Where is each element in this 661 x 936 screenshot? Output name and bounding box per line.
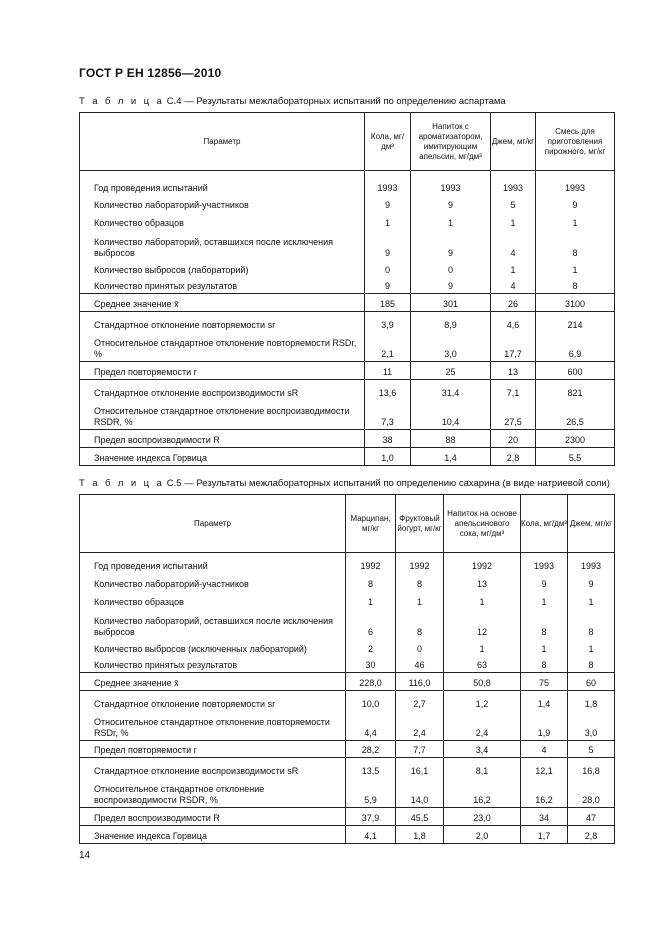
value-cell: 37,9 xyxy=(346,808,396,826)
value-cell: 1 xyxy=(444,639,521,656)
table-row xyxy=(80,673,615,691)
value-cell: 1,8 xyxy=(568,691,615,711)
value-cell: 1 xyxy=(365,212,411,230)
value-cell: 1,0 xyxy=(365,448,411,466)
parameter-cell: Стандартное отклонение повторяемости sr xyxy=(80,691,346,711)
value-cell: 4 xyxy=(521,741,568,758)
column-header: Напиток с ароматизатором, имитирующим апельсин, мг/дм³ xyxy=(411,113,491,171)
table-row xyxy=(80,573,615,591)
table-c5 xyxy=(79,494,615,844)
table-row xyxy=(80,609,615,639)
column-header: Напиток на основе апельсинового сока, мг/дм³ xyxy=(444,495,521,553)
value-cell: 8 xyxy=(346,573,396,591)
table-row xyxy=(80,711,615,741)
column-header: Смесь для приготовления пирожного, мг/кг xyxy=(536,113,615,171)
column-header: Параметр xyxy=(80,113,365,171)
value-cell: 12 xyxy=(444,609,521,639)
parameter-cell: Относительное стандартное отклонение повторяемости RSDr, % xyxy=(80,711,346,741)
value-cell: 228,0 xyxy=(346,673,396,691)
parameter-cell: Количество выбросов (лабораторий) xyxy=(80,260,365,277)
table-row xyxy=(80,448,615,466)
table-row xyxy=(80,691,615,711)
table-row xyxy=(80,332,615,362)
value-cell: 1 xyxy=(568,639,615,656)
parameter-cell: Среднее значение x̄ xyxy=(80,673,346,691)
value-cell: 16,2 xyxy=(444,778,521,808)
value-cell: 3,4 xyxy=(444,741,521,758)
value-cell: 2 xyxy=(346,639,396,656)
table-row xyxy=(80,312,615,332)
parameter-cell: Относительное стандартное отклонение воспроизводимости RSDR, % xyxy=(80,400,365,430)
value-cell: 13 xyxy=(444,573,521,591)
value-cell: 0 xyxy=(411,260,491,277)
value-cell: 7,1 xyxy=(491,380,536,400)
table-row xyxy=(80,430,615,448)
value-cell: 10,4 xyxy=(411,400,491,430)
value-cell: 214 xyxy=(536,312,615,332)
value-cell: 185 xyxy=(365,294,411,312)
caption-prefix: Т а б л и ц а xyxy=(79,96,165,107)
value-cell: 12,1 xyxy=(521,758,568,778)
value-cell: 0 xyxy=(365,260,411,277)
value-cell: 1 xyxy=(568,591,615,609)
value-cell: 1 xyxy=(491,212,536,230)
table-row xyxy=(80,294,615,312)
value-cell: 7,3 xyxy=(365,400,411,430)
table-row xyxy=(80,591,615,609)
parameter-cell: Год проведения испытаний xyxy=(80,553,346,573)
value-cell: 10,0 xyxy=(346,691,396,711)
value-cell: 1,2 xyxy=(444,691,521,711)
column-header: Джем, мг/кг xyxy=(568,495,615,553)
value-cell: 1,8 xyxy=(396,826,444,844)
table-row xyxy=(80,195,615,212)
value-cell: 1,4 xyxy=(521,691,568,711)
parameter-cell: Стандартное отклонение воспроизводимости sR xyxy=(80,758,346,778)
value-cell: 23,0 xyxy=(444,808,521,826)
column-header: Кола, мг/дм³ xyxy=(365,113,411,171)
value-cell: 8 xyxy=(396,609,444,639)
table-header-row xyxy=(80,113,615,171)
value-cell: 1992 xyxy=(346,553,396,573)
value-cell: 1 xyxy=(411,212,491,230)
value-cell: 600 xyxy=(536,362,615,380)
value-cell: 1 xyxy=(521,591,568,609)
value-cell: 2300 xyxy=(536,430,615,448)
value-cell: 7,7 xyxy=(396,741,444,758)
value-cell: 6,9 xyxy=(536,332,615,362)
value-cell: 8,9 xyxy=(411,312,491,332)
value-cell: 9 xyxy=(568,573,615,591)
value-cell: 26,5 xyxy=(536,400,615,430)
parameter-cell: Значение индекса Горвица xyxy=(80,826,346,844)
value-cell: 5 xyxy=(568,741,615,758)
table-row xyxy=(80,758,615,778)
value-cell: 13,6 xyxy=(365,380,411,400)
parameter-cell: Год проведения испытаний xyxy=(80,171,365,195)
table-row xyxy=(80,553,615,573)
table-c4-caption xyxy=(79,96,506,107)
value-cell: 9 xyxy=(521,573,568,591)
value-cell: 27,5 xyxy=(491,400,536,430)
value-cell: 2,8 xyxy=(491,448,536,466)
table-row xyxy=(80,212,615,230)
table-row xyxy=(80,277,615,294)
value-cell: 16,8 xyxy=(568,758,615,778)
parameter-cell: Количество лабораторий, оставшихся после исключения выбросов xyxy=(80,230,365,260)
parameter-cell: Количество образцов xyxy=(80,212,365,230)
value-cell: 9 xyxy=(365,277,411,294)
parameter-cell: Количество образцов xyxy=(80,591,346,609)
parameter-cell: Относительное стандартное отклонение повторяемости RSDr, % xyxy=(80,332,365,362)
table-header-row xyxy=(80,495,615,553)
value-cell: 63 xyxy=(444,656,521,673)
caption-text: С.4 — Результаты межлабораторных испытаний по определению аспартама xyxy=(164,96,506,107)
value-cell: 1 xyxy=(536,212,615,230)
value-cell: 28,0 xyxy=(568,778,615,808)
table-row xyxy=(80,380,615,400)
value-cell: 2,4 xyxy=(444,711,521,741)
table-row xyxy=(80,808,615,826)
caption-text: С.5 — Результаты межлабораторных испытаний по определению сахарина (в виде натриевой соли) xyxy=(164,478,610,489)
value-cell: 2,4 xyxy=(396,711,444,741)
table-row xyxy=(80,741,615,758)
value-cell: 75 xyxy=(521,673,568,691)
value-cell: 4 xyxy=(491,230,536,260)
value-cell: 4,6 xyxy=(491,312,536,332)
value-cell: 9 xyxy=(365,195,411,212)
value-cell: 2,7 xyxy=(396,691,444,711)
column-header: Параметр xyxy=(80,495,346,553)
parameter-cell: Значение индекса Горвица xyxy=(80,448,365,466)
value-cell: 1993 xyxy=(365,171,411,195)
value-cell: 8 xyxy=(521,656,568,673)
value-cell: 5 xyxy=(491,195,536,212)
parameter-cell: Количество принятых результатов xyxy=(80,277,365,294)
value-cell: 46 xyxy=(396,656,444,673)
table-c4 xyxy=(79,112,615,466)
page-number: 14 xyxy=(79,850,91,861)
column-header: Джем, мг/кг xyxy=(491,113,536,171)
value-cell: 50,8 xyxy=(444,673,521,691)
value-cell: 3100 xyxy=(536,294,615,312)
value-cell: 1,4 xyxy=(411,448,491,466)
value-cell: 6 xyxy=(346,609,396,639)
value-cell: 2,0 xyxy=(444,826,521,844)
parameter-cell: Предел повторяемости r xyxy=(80,741,346,758)
value-cell: 5,5 xyxy=(536,448,615,466)
value-cell: 9 xyxy=(365,230,411,260)
value-cell: 9 xyxy=(411,230,491,260)
table-row xyxy=(80,639,615,656)
value-cell: 1,7 xyxy=(521,826,568,844)
parameter-cell: Предел воспроизводимости R xyxy=(80,430,365,448)
value-cell: 3,0 xyxy=(411,332,491,362)
value-cell: 13,5 xyxy=(346,758,396,778)
value-cell: 2,8 xyxy=(568,826,615,844)
parameter-cell: Предел повторяемости r xyxy=(80,362,365,380)
value-cell: 34 xyxy=(521,808,568,826)
value-cell: 116,0 xyxy=(396,673,444,691)
value-cell: 0 xyxy=(396,639,444,656)
parameter-cell: Среднее значение x̄ xyxy=(80,294,365,312)
parameter-cell: Стандартное отклонение повторяемости sr xyxy=(80,312,365,332)
value-cell: 60 xyxy=(568,673,615,691)
value-cell: 8 xyxy=(536,277,615,294)
table-row xyxy=(80,230,615,260)
value-cell: 28,2 xyxy=(346,741,396,758)
value-cell: 3,0 xyxy=(568,711,615,741)
table-row xyxy=(80,778,615,808)
value-cell: 2,1 xyxy=(365,332,411,362)
document-header: ГОСТ Р ЕН 12856—2010 xyxy=(79,66,222,80)
value-cell: 47 xyxy=(568,808,615,826)
table-row xyxy=(80,260,615,277)
value-cell: 1992 xyxy=(396,553,444,573)
value-cell: 45,5 xyxy=(396,808,444,826)
value-cell: 14,0 xyxy=(396,778,444,808)
value-cell: 8 xyxy=(568,609,615,639)
value-cell: 5,9 xyxy=(346,778,396,808)
value-cell: 1 xyxy=(536,260,615,277)
value-cell: 1993 xyxy=(536,171,615,195)
value-cell: 3,9 xyxy=(365,312,411,332)
table-c5-caption xyxy=(79,478,610,489)
value-cell: 1 xyxy=(521,639,568,656)
value-cell: 4,4 xyxy=(346,711,396,741)
table-row xyxy=(80,656,615,673)
parameter-cell: Количество лабораторий-участников xyxy=(80,195,365,212)
value-cell: 4,1 xyxy=(346,826,396,844)
value-cell: 8 xyxy=(396,573,444,591)
value-cell: 9 xyxy=(411,195,491,212)
value-cell: 9 xyxy=(536,195,615,212)
value-cell: 31,4 xyxy=(411,380,491,400)
value-cell: 821 xyxy=(536,380,615,400)
value-cell: 1 xyxy=(444,591,521,609)
value-cell: 8,1 xyxy=(444,758,521,778)
value-cell: 11 xyxy=(365,362,411,380)
parameter-cell: Количество лабораторий, оставшихся после исключения выбросов xyxy=(80,609,346,639)
value-cell: 88 xyxy=(411,430,491,448)
value-cell: 1993 xyxy=(521,553,568,573)
value-cell: 1992 xyxy=(444,553,521,573)
value-cell: 13 xyxy=(491,362,536,380)
value-cell: 26 xyxy=(491,294,536,312)
value-cell: 17,7 xyxy=(491,332,536,362)
value-cell: 16,2 xyxy=(521,778,568,808)
value-cell: 16,1 xyxy=(396,758,444,778)
value-cell: 1 xyxy=(396,591,444,609)
column-header: Марципан, мг/кг xyxy=(346,495,396,553)
table-row xyxy=(80,826,615,844)
caption-prefix: Т а б л и ц а xyxy=(79,478,165,489)
parameter-cell: Стандартное отклонение воспроизводимости sR xyxy=(80,380,365,400)
value-cell: 8 xyxy=(568,656,615,673)
table-row xyxy=(80,171,615,195)
value-cell: 301 xyxy=(411,294,491,312)
value-cell: 8 xyxy=(536,230,615,260)
value-cell: 8 xyxy=(521,609,568,639)
value-cell: 1 xyxy=(491,260,536,277)
value-cell: 4 xyxy=(491,277,536,294)
parameter-cell: Предел воспроизводимости R xyxy=(80,808,346,826)
column-header: Фруктовый йогурт, мг/кг xyxy=(396,495,444,553)
value-cell: 1 xyxy=(346,591,396,609)
parameter-cell: Количество лабораторий-участников xyxy=(80,573,346,591)
value-cell: 20 xyxy=(491,430,536,448)
value-cell: 38 xyxy=(365,430,411,448)
table-row xyxy=(80,400,615,430)
value-cell: 30 xyxy=(346,656,396,673)
table-row xyxy=(80,362,615,380)
value-cell: 1993 xyxy=(491,171,536,195)
parameter-cell: Количество выбросов (исключенных лабораторий) xyxy=(80,639,346,656)
value-cell: 1,9 xyxy=(521,711,568,741)
value-cell: 1993 xyxy=(411,171,491,195)
value-cell: 25 xyxy=(411,362,491,380)
value-cell: 9 xyxy=(411,277,491,294)
parameter-cell: Относительное стандартное отклонение воспроизводимости RSDR, % xyxy=(80,778,346,808)
value-cell: 1993 xyxy=(568,553,615,573)
parameter-cell: Количество принятых результатов xyxy=(80,656,346,673)
column-header: Кола, мг/дм³ xyxy=(521,495,568,553)
